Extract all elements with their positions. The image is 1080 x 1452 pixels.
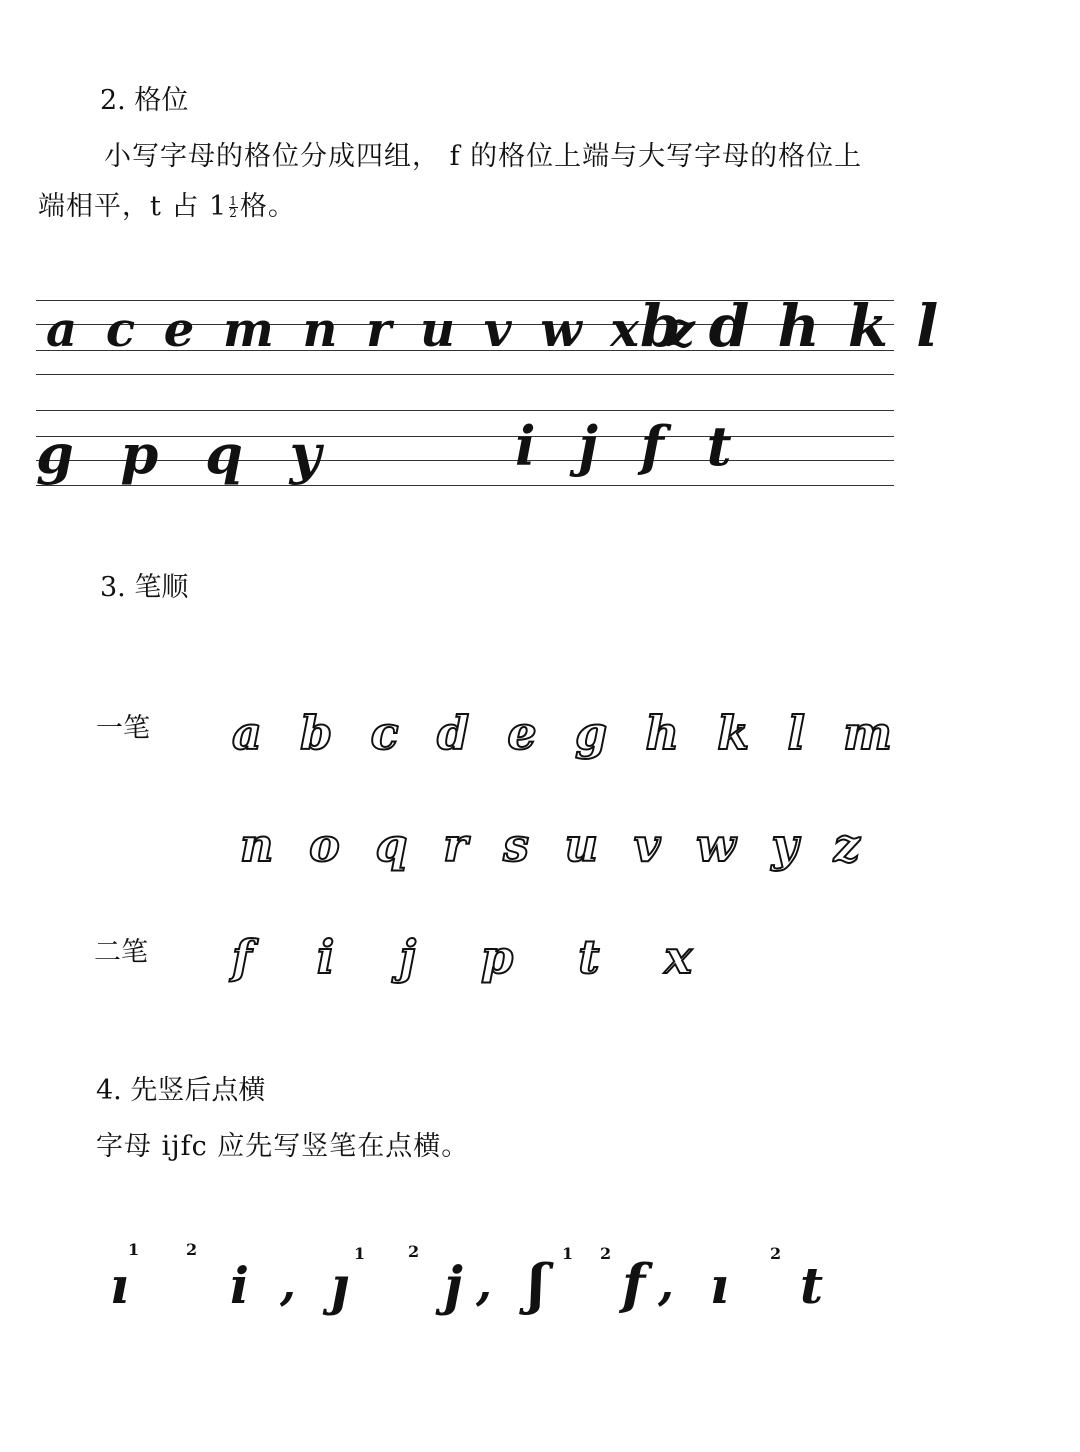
demo-t-complete: t bbox=[800, 1256, 824, 1315]
demo-marker-2: 2 bbox=[770, 1244, 782, 1263]
demo-marker-2: 2 bbox=[408, 1242, 420, 1261]
stroke-letter-r: r bbox=[443, 818, 468, 872]
fraction-denominator: 2 bbox=[229, 206, 238, 220]
stroke-letter-p: p bbox=[481, 930, 514, 984]
stroke-letter-d: d bbox=[436, 706, 470, 760]
row1-letters-group2: b d h k l bbox=[640, 292, 943, 360]
demo-f-first-stroke: ʃ bbox=[528, 1252, 546, 1316]
demo-separator-1: , bbox=[280, 1256, 297, 1310]
demo-separator-2: , bbox=[476, 1256, 493, 1310]
fraction-half bbox=[229, 196, 238, 219]
demo-j-first-stroke: ȷ bbox=[330, 1256, 349, 1317]
stroke-letter-a: a bbox=[232, 706, 262, 760]
stroke-letter-h: h bbox=[645, 706, 679, 760]
stroke-letter-o: o bbox=[309, 818, 340, 872]
one-stroke-row2 bbox=[240, 818, 860, 872]
stroke-letter-y: y bbox=[771, 818, 799, 872]
demo-i-first-stroke: ı bbox=[110, 1256, 129, 1315]
stroke-letter-q: q bbox=[375, 818, 408, 872]
stroke-letter-c: c bbox=[370, 706, 399, 760]
fraction-numerator: 1 bbox=[229, 194, 238, 208]
stroke-letter-g: g bbox=[575, 706, 608, 760]
stroke-letter-z: z bbox=[833, 818, 860, 872]
demo-t-first-stroke: ı bbox=[710, 1256, 729, 1315]
para-line2-end: 格。 bbox=[239, 191, 296, 222]
stroke-order-demo bbox=[110, 1240, 850, 1340]
row2-letters-group2: i j f t bbox=[515, 414, 744, 478]
demo-i-complete: i bbox=[230, 1256, 249, 1315]
demo-f-complete: f bbox=[622, 1252, 646, 1316]
demo-separator-3: , bbox=[658, 1256, 675, 1310]
stroke-letter-i: i bbox=[316, 930, 335, 984]
demo-j-complete: j bbox=[444, 1256, 463, 1317]
demo-marker-1: 1 bbox=[354, 1244, 366, 1263]
demo-marker-2: 2 bbox=[600, 1244, 612, 1263]
section2-paragraph-line1: 小写字母的格位分成四组， f 的格位上端与大写字母的格位上 bbox=[104, 141, 863, 172]
stroke-letter-x: x bbox=[664, 930, 692, 984]
one-stroke-label: 一笔 bbox=[96, 713, 150, 744]
stroke-letter-t: t bbox=[578, 930, 600, 984]
stroke-letter-v: v bbox=[633, 818, 661, 872]
stroke-letter-n: n bbox=[240, 818, 274, 872]
two-stroke-row bbox=[232, 930, 692, 984]
row1-letters-group1: a c e m n r u v w x z bbox=[46, 302, 701, 358]
stroke-letter-e: e bbox=[507, 706, 537, 760]
two-stroke-label: 二笔 bbox=[94, 937, 148, 968]
stroke-letter-f: f bbox=[232, 930, 252, 984]
stroke-letter-u: u bbox=[564, 818, 599, 872]
stroke-letter-l: l bbox=[787, 706, 805, 760]
section4-paragraph: 字母 ijfc 应先写竖笔在点横。 bbox=[96, 1131, 470, 1162]
stroke-letter-w: w bbox=[696, 818, 736, 872]
one-stroke-row1 bbox=[232, 706, 892, 760]
section4-heading: 4. 先竖后点横 bbox=[96, 1075, 266, 1106]
stroke-letter-b: b bbox=[300, 706, 333, 760]
section3-heading: 3. 笔顺 bbox=[100, 572, 189, 603]
stroke-letter-j: j bbox=[399, 930, 416, 984]
para-line2-start: 端相平，t 占 1 bbox=[38, 191, 228, 222]
demo-marker-1: 1 bbox=[128, 1240, 140, 1259]
demo-marker-1: 1 bbox=[562, 1244, 574, 1263]
stroke-letter-m: m bbox=[843, 706, 892, 760]
demo-marker-2: 2 bbox=[186, 1240, 198, 1259]
section2-paragraph-line2 bbox=[38, 184, 296, 223]
row2-letters-group1: g p q y bbox=[36, 422, 336, 486]
stroke-letter-s: s bbox=[503, 818, 530, 872]
section2-heading: 2. 格位 bbox=[100, 85, 189, 116]
stroke-letter-k: k bbox=[717, 706, 750, 760]
